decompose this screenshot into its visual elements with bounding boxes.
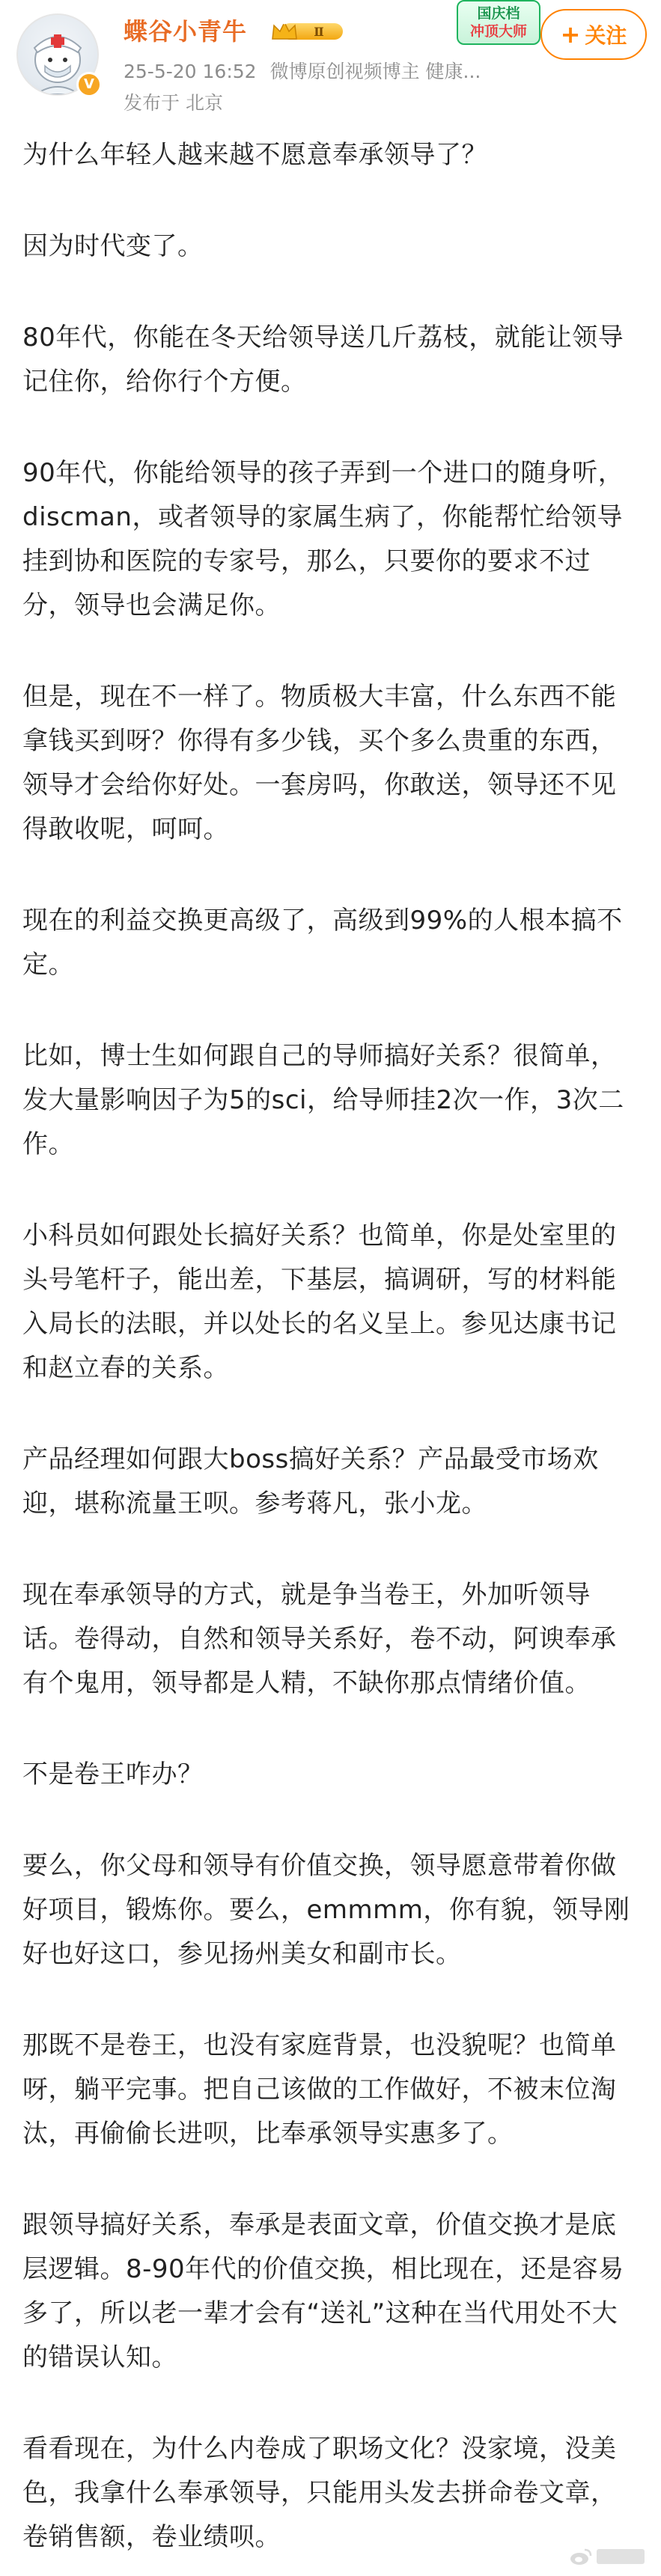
author-name[interactable]: 蝶谷小青牛	[124, 17, 248, 46]
watermark-mark	[597, 2549, 645, 2564]
author-description: 微博原创视频博主 健康...	[269, 61, 481, 82]
follow-button[interactable]	[540, 9, 647, 60]
weibo-logo-icon	[570, 2548, 592, 2566]
watermark	[570, 2548, 645, 2566]
post-paragraph: 不是卷王咋办？	[22, 1759, 204, 1789]
verified-badge-icon: V	[76, 72, 102, 97]
level-badge-text: Ⅱ	[314, 25, 324, 39]
crown-level-badge-icon	[271, 19, 344, 43]
post-location: 发布于 北京	[124, 92, 223, 114]
post-paragraph: 因为时代变了。	[22, 231, 204, 261]
post-paragraph: 看看现在，为什么内卷成了职场文化？没家境，没美色，我拿什么奉承领导，只能用头发去拼命卷文章，卷销售额，卷业绩呗。	[22, 2434, 617, 2552]
follow-label: 关注	[585, 23, 627, 48]
post-paragraph: 产品经理如何跟大boss搞好关系？产品最受市场欢迎，堪称流量王呗。参考蒋凡，张小龙。	[22, 1444, 599, 1519]
post-paragraph: 小科员如何跟处长搞好关系？也简单，你是处室里的头号笔杆子，能出差，下基层，搞调研，写的材料能入局长的法眼，并以处长的名义呈上。参见达康书记和赵立春的关系。	[22, 1221, 617, 1383]
post-paragraph: 要么，你父母和领导有价值交换，领导愿意带着你做好项目，锻炼你。要么，emmmm，你有貌，领导刚好也好这口，参见扬州美女和副市长。	[22, 1851, 630, 1969]
promo-badge-line1: 国庆档	[477, 5, 520, 22]
post-meta	[124, 60, 513, 84]
post-paragraph: 80年代，你能在冬天给领导送几斤荔枝，就能让领导记住你，给你行个方便。	[22, 323, 624, 397]
plus-icon: +	[560, 20, 581, 49]
post-paragraph: 那既不是卷王，也没有家庭背景，也没貌呢？也简单呀，躺平完事。把自己该做的工作做好，不被末位淘汰，再偷偷长进呗，比奉承领导实惠多了。	[22, 2030, 617, 2149]
post-timestamp: 25-5-20 16:52	[124, 61, 257, 82]
post-paragraph: 比如，博士生如何跟自己的导师搞好关系？很简单，发大量影响因子为5的sci，给导师挂2次一作，3次二作。	[22, 1041, 624, 1159]
promo-badge[interactable]	[457, 0, 540, 45]
post-body	[22, 133, 636, 2560]
post-paragraph: 为什么年轻人越来越不愿意奉承领导了？	[22, 140, 487, 170]
post-header	[0, 0, 661, 131]
post-paragraph: 但是，现在不一样了。物质极大丰富，什么东西不能拿钱买到呀？你得有多少钱，买个多么贵重的东西，领导才会给你好处。一套房吗，你敢送，领导还不见得敢收呢，呵呵。	[22, 682, 617, 844]
post-paragraph: 现在奉承领导的方式，就是争当卷王，外加听领导话。卷得动，自然和领导关系好，卷不动，阿谀奉承有个鬼用，领导都是人精，不缺你那点情绪价值。	[22, 1580, 617, 1698]
post-paragraph: 跟领导搞好关系，奉承是表面文章，价值交换才是底层逻辑。8-90年代的价值交换，相比现在，还是容易多了，所以老一辈才会有“送礼”这种在当代用处不大的错误认知。	[22, 2210, 624, 2372]
promo-badge-line2: 冲顶大师	[469, 23, 527, 40]
post-paragraph: 90年代，你能给领导的孩子弄到一个进口的随身听，discman，或者领导的家属生病了，你能帮忙给领导挂到协和医院的专家号，那么，只要你的要求不过分，领导也会满足你。	[22, 458, 624, 620]
post-paragraph: 现在的利益交换更高级了，高级到99%的人根本搞不定。	[22, 906, 623, 980]
